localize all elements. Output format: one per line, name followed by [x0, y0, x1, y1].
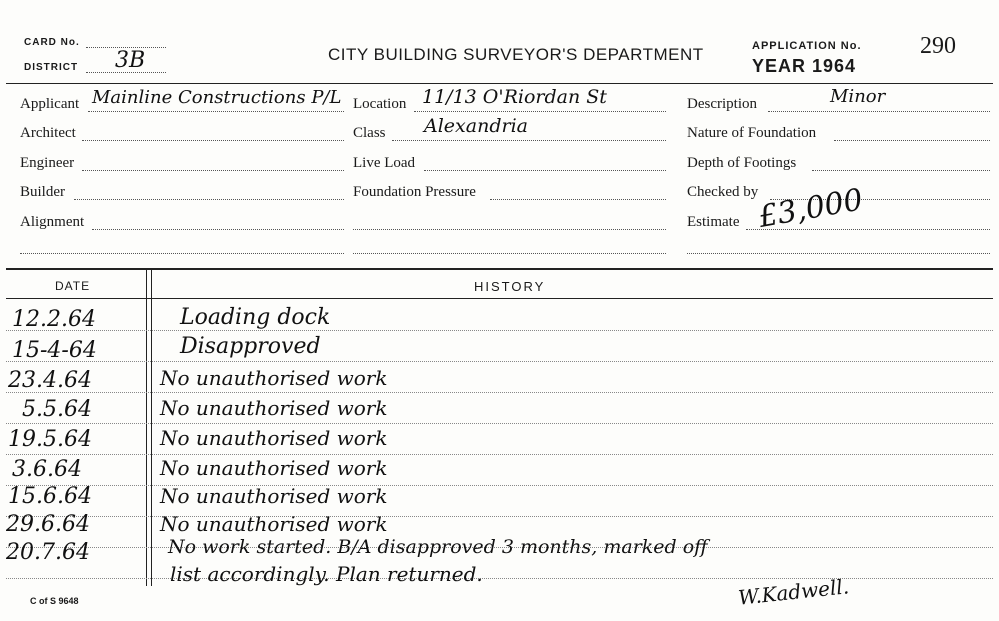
depth-of-footings-line: [812, 170, 990, 171]
history-date: 29.6.64: [6, 512, 90, 537]
history-date: 15-4-64: [12, 338, 97, 363]
blank-line-col1: [20, 253, 344, 254]
card-no-label: CARD No.: [24, 37, 80, 48]
applicant-line: [88, 111, 344, 112]
estimate-label: Estimate: [687, 214, 740, 230]
live-load-label: Live Load: [353, 155, 416, 171]
history-entry: No unauthorised work: [160, 396, 388, 420]
class-label: Class: [353, 125, 386, 141]
architect-line: [82, 140, 344, 141]
history-entry: No unauthorised work: [160, 456, 388, 480]
history-date: 5.5.64: [22, 397, 92, 422]
location-label: Location: [353, 96, 407, 112]
history-rule: [6, 330, 993, 331]
history-top-rule: [6, 268, 993, 270]
history-header-rule: [6, 298, 993, 299]
history-rule: [6, 423, 993, 424]
builder-label: Builder: [20, 184, 65, 200]
location-value: 11/13 O'Riordan St: [422, 86, 607, 108]
date-column-header: DATE: [55, 279, 91, 293]
engineer-label: Engineer: [20, 155, 75, 171]
location-line: [414, 111, 666, 112]
foundation-pressure-label: Foundation Pressure: [353, 184, 476, 200]
architect-label: Architect: [20, 125, 76, 141]
history-entry: Disapproved: [180, 334, 321, 359]
foundation-pressure-line: [490, 199, 666, 200]
history-rule: [6, 485, 993, 486]
form-code: C of S 9648: [30, 596, 79, 606]
class-value: Alexandria: [424, 115, 528, 137]
history-rule: [6, 361, 993, 362]
column-divider-left: [146, 270, 147, 586]
page-title: CITY BUILDING SURVEYOR'S DEPARTMENT: [328, 45, 704, 64]
blank-line-col3: [687, 253, 990, 254]
column-divider-right: [151, 270, 152, 586]
checked-by-label: Checked by: [687, 184, 759, 200]
alignment-label: Alignment: [20, 214, 85, 230]
history-entry: No unauthorised work: [160, 484, 388, 508]
history-date: 12.2.64: [12, 307, 96, 332]
depth-of-footings-label: Depth of Footings: [687, 155, 797, 171]
history-date: 23.4.64: [8, 368, 92, 393]
class-line: [392, 140, 666, 141]
blank-line-col2b: [353, 253, 666, 254]
description-value: Minor: [830, 86, 886, 107]
history-date: 19.5.64: [8, 427, 92, 452]
signature: W.Kadwell.: [737, 574, 851, 610]
history-entry: No unauthorised work: [160, 426, 388, 450]
applicant-label: Applicant: [20, 96, 80, 112]
history-entry: No work started. B/A disapproved 3 months, marked off: [168, 536, 708, 558]
alignment-line: [92, 229, 344, 230]
history-entry: No unauthorised work: [160, 512, 388, 536]
history-rule: [6, 454, 993, 455]
history-date: 15.6.64: [8, 484, 92, 509]
history-date: 3.6.64: [12, 457, 82, 482]
blank-line-col2a: [353, 229, 666, 230]
estimate-value: £3,000: [755, 182, 866, 235]
history-column-header: HISTORY: [474, 279, 546, 294]
description-line: [768, 111, 990, 112]
application-no-label: APPLICATION No.: [752, 40, 862, 52]
engineer-line: [82, 170, 344, 171]
header-rule: [6, 83, 993, 84]
applicant-value: Mainline Constructions P/L: [92, 87, 342, 108]
history-date: 20.7.64: [6, 540, 90, 565]
year-label: YEAR 1964: [752, 56, 857, 76]
builder-line: [74, 199, 344, 200]
live-load-line: [424, 170, 666, 171]
history-entry: No unauthorised work: [160, 366, 388, 390]
application-no-value: 290: [920, 33, 956, 59]
history-rule: [6, 516, 993, 517]
description-label: Description: [687, 96, 757, 112]
nature-of-foundation-label: Nature of Foundation: [687, 125, 817, 141]
history-rule: [6, 392, 993, 393]
nature-of-foundation-line: [834, 140, 990, 141]
district-label: DISTRICT: [24, 62, 79, 73]
history-continuation: list accordingly. Plan returned.: [170, 562, 483, 586]
district-value: 3B: [115, 48, 146, 73]
history-entry: Loading dock: [180, 305, 331, 330]
